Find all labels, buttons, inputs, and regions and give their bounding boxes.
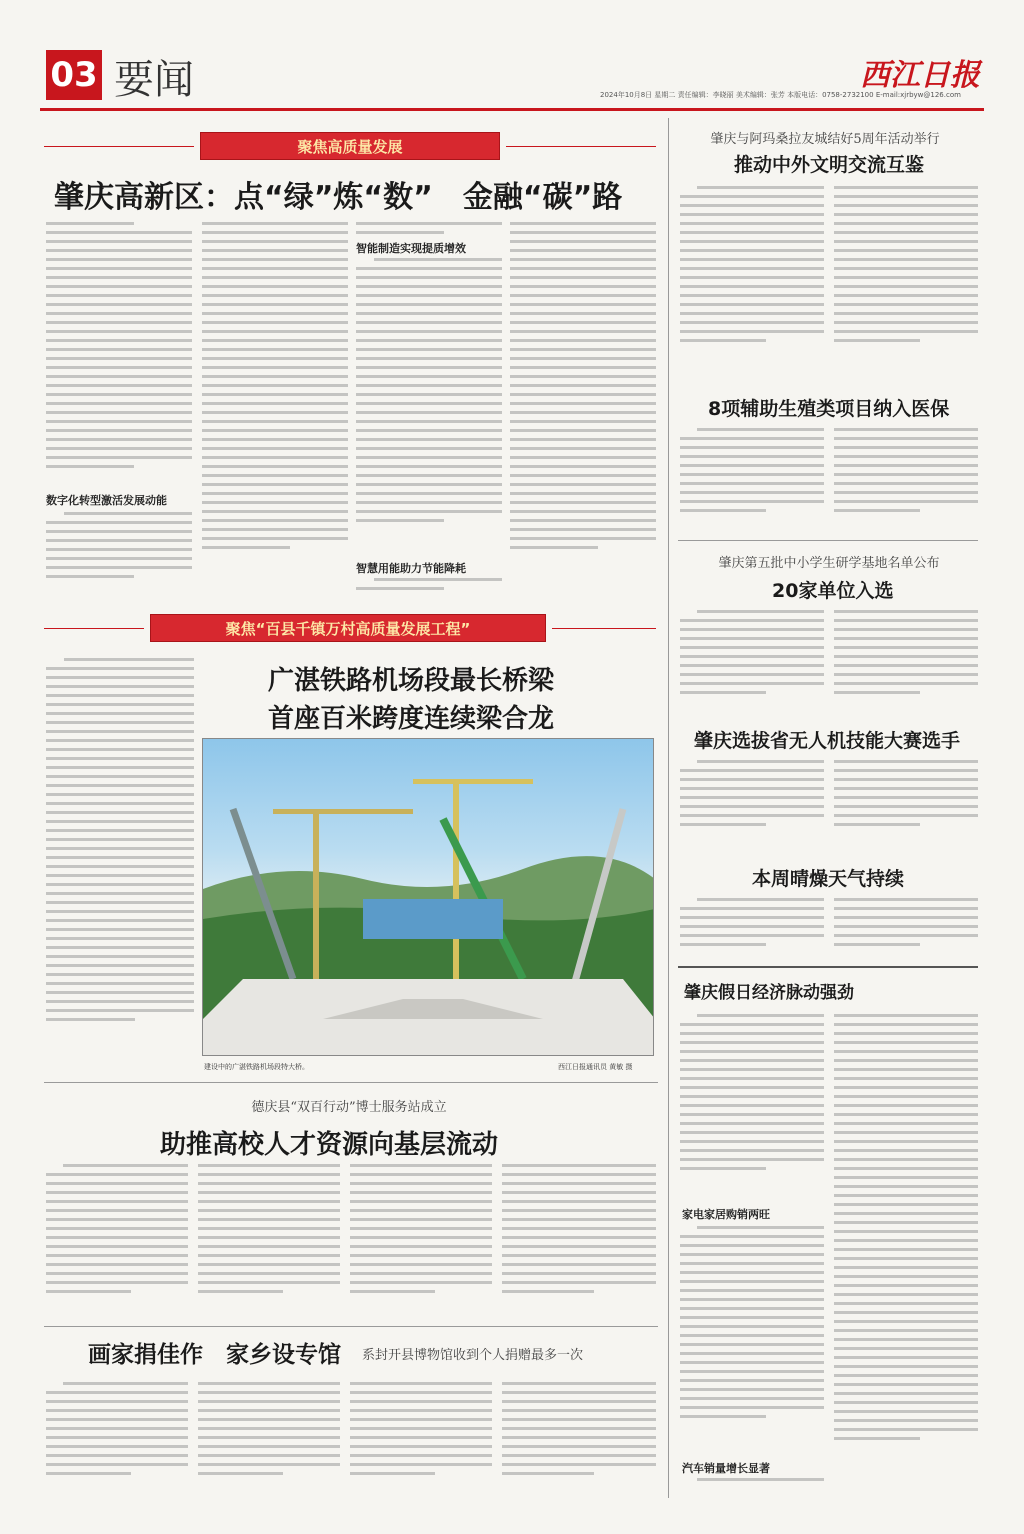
- story2-text-col1: [680, 428, 824, 528]
- section-divider: [44, 1082, 658, 1083]
- section-divider-2: [44, 1326, 658, 1327]
- story3-text-col1: [680, 610, 824, 710]
- lead-subhead-3: 智慧用能助力节能降耗: [356, 562, 466, 575]
- story3-text-col2: [834, 610, 978, 710]
- column-divider: [668, 118, 669, 1498]
- story3-kicker: 肇庆第五批中小学生研学基地名单公布: [718, 556, 940, 571]
- lead-text-col3b: [356, 258, 502, 558]
- lead-headline: 肇庆高新区：点“绿”炼“数” 金融“碳”路: [54, 180, 623, 215]
- story3-headline: 20家单位入选: [772, 580, 894, 602]
- story6-headline: 肇庆假日经济脉动强劲: [684, 983, 854, 1003]
- tower-crane-1: [313, 809, 319, 979]
- story1-text-col1: [680, 186, 824, 372]
- talent-text-col1: [46, 1164, 188, 1314]
- talent-kicker: 德庆县“双百行动”博士服务站成立: [251, 1100, 447, 1115]
- donation-text-col2: [198, 1382, 340, 1492]
- masthead-rule: [40, 108, 984, 111]
- story1-kicker: 肇庆与阿玛桑拉友城结好5周年活动举行: [710, 132, 940, 147]
- story4-text-col2: [834, 760, 978, 840]
- bridge-banner: 聚焦“百县千镇万村高质量发展工程”: [150, 614, 546, 642]
- bridge-headline-line2: 首座百米跨度连续梁合龙: [268, 704, 555, 734]
- story6-text-col2: [834, 1014, 978, 1488]
- story5-headline: 本周晴燥天气持续: [752, 868, 905, 890]
- donation-text-col3: [350, 1382, 492, 1492]
- lead-text-col3c: [356, 578, 502, 594]
- story6-text-col1a: [680, 1014, 824, 1194]
- edition-meta: 2024年10月8日 星期二 责任编辑：李晓丽 美术编辑：张芳 本版电话：0758-2732100 E-mail:xjrbyw@126.com: [600, 91, 961, 99]
- banner-rule-left: [44, 146, 194, 147]
- talent-text-col2: [198, 1164, 340, 1314]
- story4-text-col1: [680, 760, 824, 840]
- lead-text-col3a: [356, 222, 502, 238]
- donation-text-col4: [502, 1382, 656, 1492]
- tower-crane-2: [453, 779, 459, 979]
- donation-text-col1: [46, 1382, 188, 1492]
- lead-text-col4: [510, 222, 656, 592]
- lead-banner: 聚焦高质量发展: [200, 132, 500, 160]
- tower-crane-1-jib: [273, 809, 413, 814]
- banner-rule-left-2: [44, 628, 144, 629]
- story4-headline: 肇庆选拔省无人机技能大赛选手: [694, 730, 961, 752]
- story6-subhead-1: 家电家居购销两旺: [682, 1208, 770, 1221]
- bridge-headline-line1: 广湛铁路机场段最长桥梁: [268, 666, 555, 696]
- lead-text-col2: [202, 222, 348, 592]
- newspaper-logo: 西江日报: [860, 58, 980, 93]
- bridge-scaffold: [363, 899, 503, 939]
- donation-headline: 画家捐佳作 家乡设专馆: [88, 1342, 341, 1368]
- lead-subhead-1: 数字化转型激活发展动能: [46, 494, 167, 507]
- story1-headline: 推动中外文明交流互鉴: [734, 154, 925, 176]
- banner-rule-right: [506, 146, 656, 147]
- section-title: 要闻: [114, 57, 194, 103]
- bridge-text-col: [46, 658, 194, 1068]
- talent-text-col4: [502, 1164, 656, 1314]
- page-number: 03: [46, 50, 102, 100]
- banner-rule-right-2: [552, 628, 656, 629]
- bridge-photo-illustration: [203, 739, 654, 1056]
- photo-credit: 西江日报通讯员 黄敏 摄: [558, 1063, 633, 1071]
- story2-headline: 8项辅助生殖类项目纳入医保: [708, 398, 950, 420]
- right-divider-1: [678, 540, 978, 541]
- story6-text-col1b: [680, 1226, 824, 1446]
- lead-subhead-2: 智能制造实现提质增效: [356, 242, 466, 255]
- lead-text-col1: [46, 222, 192, 492]
- masthead: [40, 40, 984, 106]
- story6-text-col1c: [680, 1478, 824, 1492]
- story5-text-col1: [680, 898, 824, 954]
- right-divider-2: [678, 966, 978, 968]
- story2-text-col2: [834, 428, 978, 528]
- photo-caption: 建设中的广湛铁路机场段特大桥。: [204, 1063, 309, 1071]
- talent-headline: 助推高校人才资源向基层流动: [160, 1130, 499, 1160]
- tower-crane-2-jib: [413, 779, 533, 784]
- story1-text-col2: [834, 186, 978, 372]
- talent-text-col3: [350, 1164, 492, 1314]
- story5-text-col2: [834, 898, 978, 954]
- story6-subhead-2: 汽车销量增长显著: [682, 1462, 770, 1475]
- donation-kicker: 系封开县博物馆收到个人捐赠最多一次: [362, 1348, 584, 1363]
- lead-text-col1b: [46, 512, 192, 592]
- bridge-construction-photo: [202, 738, 654, 1056]
